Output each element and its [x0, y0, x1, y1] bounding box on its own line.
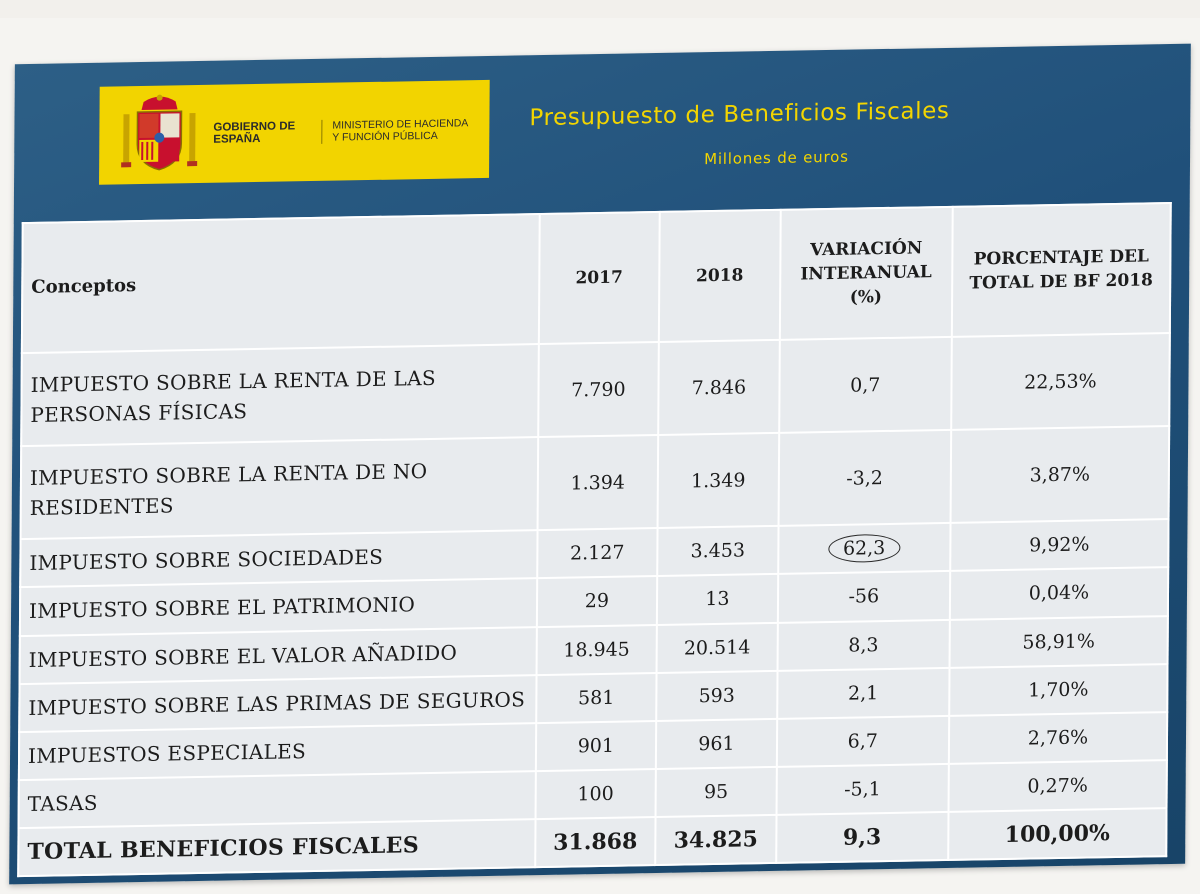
row-2018: 7.846	[658, 340, 779, 435]
row-porcentaje: 3,87%	[950, 426, 1169, 523]
row-2018: 593	[656, 670, 777, 720]
row-variacion: 2,1	[777, 667, 950, 718]
slide	[9, 44, 1191, 885]
row-variacion: -56	[778, 571, 951, 622]
row-2017: 29	[536, 576, 657, 626]
row-variacion: -3,2	[778, 430, 951, 526]
row-variacion: 0,7	[779, 337, 952, 433]
row-concept: IMPUESTO SOBRE LA RENTA DE NO RESIDENTES	[21, 437, 538, 539]
row-concept: IMPUESTOS ESPECIALES	[19, 723, 536, 780]
row-2017: 2.127	[537, 528, 658, 578]
header-concepts: Conceptos	[22, 214, 540, 353]
row-2017: 100	[535, 769, 656, 819]
row-concept: TASAS	[19, 771, 536, 828]
row-concept: IMPUESTO SOBRE LAS PRIMAS DE SEGUROS	[19, 675, 536, 732]
row-2017: 1.394	[537, 435, 658, 530]
ministerio-label: MINISTERIO DE HACIENDA Y FUNCIÓN PÚBLICA	[321, 117, 472, 144]
row-2018: 95	[656, 767, 777, 817]
row-concept: IMPUESTO SOBRE EL PATRIMONIO	[20, 579, 537, 636]
header-porcentaje: PORCENTAJE DEL TOTAL DE BF 2018	[952, 203, 1171, 337]
row-variacion: 8,3	[777, 619, 950, 670]
row-2017: 7.790	[538, 342, 659, 437]
coat-of-arms-icon	[119, 91, 200, 178]
row-porcentaje: 0,04%	[950, 568, 1168, 620]
row-2017: 581	[536, 673, 657, 723]
row-porcentaje: 9,92%	[950, 519, 1168, 571]
total-variacion: 9,3	[776, 812, 949, 863]
row-porcentaje: 1,70%	[949, 664, 1167, 716]
printed-page	[0, 18, 1200, 894]
total-2018: 34.825	[655, 815, 776, 865]
row-variacion	[778, 523, 951, 574]
header-2018: 2018	[659, 210, 780, 342]
handwritten-circle-annotation: 62,3	[828, 534, 901, 563]
total-concept: TOTAL BENEFICIOS FISCALES	[18, 819, 535, 876]
government-logo	[99, 80, 490, 185]
row-porcentaje: 0,27%	[948, 760, 1166, 812]
row-porcentaje: 58,91%	[949, 616, 1167, 668]
row-variacion: -5,1	[776, 764, 949, 815]
row-2017: 901	[535, 721, 656, 771]
row-concept: IMPUESTO SOBRE LA RENTA DE LAS PERSONAS FÍSICAS	[21, 344, 538, 446]
row-porcentaje: 2,76%	[949, 712, 1167, 764]
row-2018: 3.453	[657, 526, 778, 576]
header-2017: 2017	[538, 212, 659, 344]
table-header-row	[22, 203, 1171, 353]
fiscal-benefits-table	[17, 202, 1172, 877]
header-variacion: VARIACIÓN INTERANUAL (%)	[780, 207, 953, 340]
total-porcentaje: 100,00%	[948, 808, 1166, 860]
slide-title: Presupuesto de Beneficios Fiscales	[529, 97, 950, 132]
row-concept: IMPUESTO SOBRE EL VALOR AÑADIDO	[20, 627, 537, 684]
total-2017: 31.868	[535, 817, 656, 867]
row-2018: 961	[656, 719, 777, 769]
row-concept: IMPUESTO SOBRE SOCIEDADES	[20, 530, 537, 587]
row-2018: 1.349	[658, 433, 779, 528]
slide-subtitle: Millones de euros	[704, 147, 849, 169]
row-2018: 20.514	[657, 622, 778, 672]
gobierno-label: GOBIERNO DE ESPAÑA	[213, 120, 296, 146]
row-variacion: 6,7	[777, 716, 950, 767]
row-2018: 13	[657, 574, 778, 624]
row-2017: 18.945	[536, 625, 657, 675]
row-porcentaje: 22,53%	[951, 333, 1170, 430]
